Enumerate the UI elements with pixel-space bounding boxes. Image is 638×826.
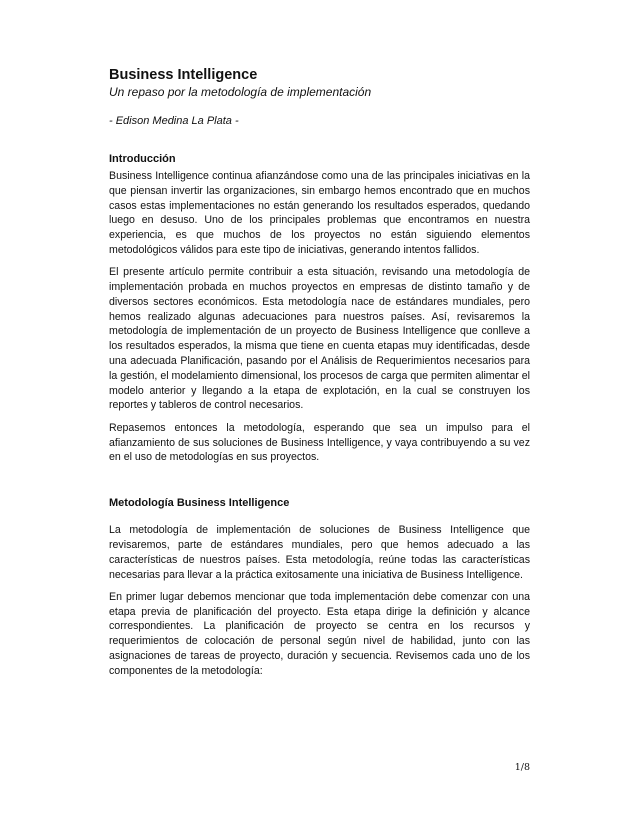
methodology-section	[109, 496, 530, 678]
methodology-paragraph-1: La metodología de implementación de soluciones de Business Intelligence que revisaremos, parte de estándares mundiales, pero que hemos adecuado a las características de nuestros países. Esta metodología, reúne todas las características necesarias para llevar a la práctica exitosamente una iniciativa de Business Intelligence.	[109, 524, 530, 581]
methodology-heading: Metodología Business Intelligence	[109, 497, 290, 510]
intro-paragraph-3: Repasemos entonces la metodología, esperando que sea un impulso para el afianzamiento de sus soluciones de Business Intelligence, y vaya contribuyendo a su vez en el uso de metodologías en sus proyectos.	[109, 421, 530, 464]
document-page	[109, 66, 530, 679]
methodology-paragraph-2: En primer lugar debemos mencionar que toda implementación debe comenzar con una etapa previa de planificación del proyecto. Esta etapa dirige la definición y alcance correspondientes. La planificación de proyecto se centra en los recursos y requerimientos de colocación de personal según nivel de habilidad, junto con las asignaciones de tareas de proyecto, duración y secuencia. Revisemos cada uno de los componentes de la metodología:	[109, 590, 530, 677]
document-subtitle: Un repaso por la metodología de implementación	[109, 85, 372, 99]
document-title: Business Intelligence	[109, 67, 258, 83]
intro-section	[109, 152, 530, 465]
intro-paragraph-1: Business Intelligence continua afianzándose como una de las principales iniciativas en la que piensan invertir las organizaciones, sin embargo hemos encontrado que en muchos casos estas implementaciones no están generando los resultados esperados, quedando luego en desuso. Uno de los principales problemas que encontramos en nuestra experiencia, es que muchos de los proyectos no están siguiendo elementos metodológicos válidos para este tipo de iniciativas, generando intentos fallidos.	[109, 170, 530, 256]
document-author: - Edison Medina La Plata -	[109, 115, 239, 127]
page-number: 1/8	[514, 762, 530, 773]
intro-paragraph-2: El presente artículo permite contribuir a esta situación, revisando una metodología de implementación probada en muchos proyectos en empresas de distinto tamaño y de diversos sectores económicos. Esta metodología nace de estándares mundiales, pero hemos realizado algunas adecuaciones para nuestros países. Así, revisaremos la metodología de implementación de un proyecto de Business Intelligence que conlleve a los resultados esperados, la misma que tiene en cuenta etapas muy identificadas, desde una adecuada Planificación, pasando por el Análisis de Requerimientos necesarios para la gestión, el modelamiento dimensional, los procesos de carga que permiten alimentar el modelo anterior y llegando a la etapa de explotación, en la cual se construyen los reportes y tableros de control necesarios.	[109, 266, 530, 412]
intro-heading: Introducción	[109, 153, 176, 165]
